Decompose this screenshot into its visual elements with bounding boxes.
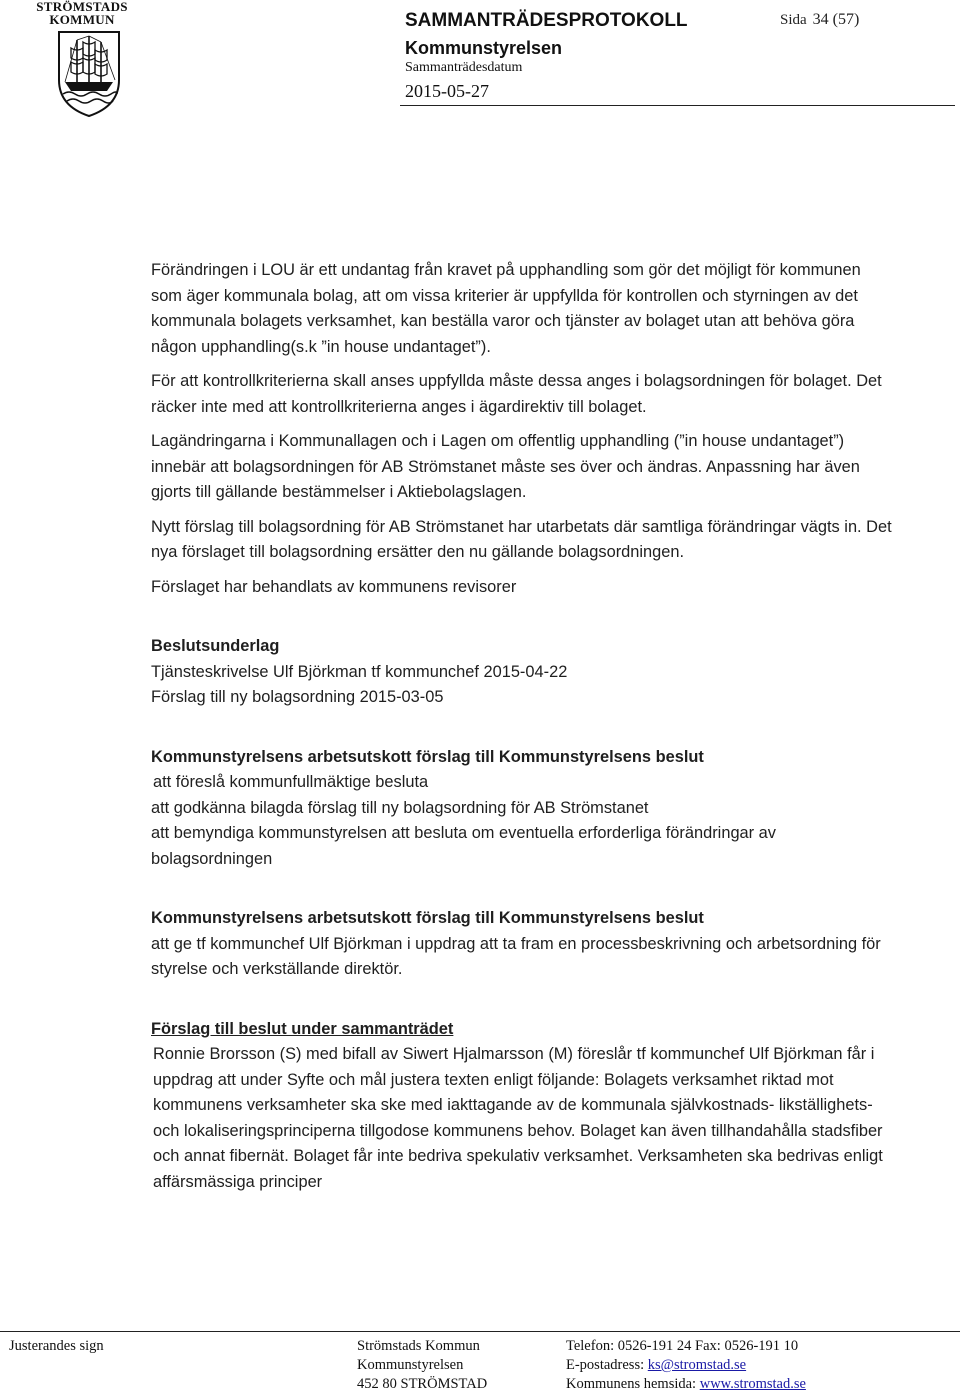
au-forslag-line: att godkänna bilagda förslag till ny bolagsordning för AB Strömstanet [151,798,649,817]
ship-crest-icon [55,28,123,123]
paragraph-nytt-forslag: Nytt förslag till bolagsordning för AB Strömstanet har utarbetats där samtliga förändringar vägts in. Det nya förslaget till bolagsordning ersätter den nu gällande bolagsordningen. [151,517,892,561]
beslutsunderlag-heading: Beslutsunderlag [151,637,280,655]
municipality-logo-text [12,0,152,26]
logo-line-1: STRÖMSTADS [36,0,128,14]
email-link[interactable]: ks@stromstad.se [647,1357,747,1373]
phone-fax: Telefon: 0526-191 24 Fax: 0526-191 10 [566,1338,799,1354]
beslutsunderlag-item: Tjänsteskrivelse Ulf Björkman tf kommunchef 2015-04-22 [151,662,568,681]
address-line: Kommunstyrelsen [357,1357,464,1373]
document-title: SAMMANTRÄDESPROTOKOLL [405,10,688,31]
justerandes-sign-label: Justerandes sign [9,1338,104,1354]
address-line: 452 80 STRÖMSTAD [357,1376,488,1392]
organ-name: Kommunstyrelsen [405,38,563,58]
footer-divider [0,1331,960,1332]
beslutsunderlag-item: Förslag till ny bolagsordning 2015-03-05 [151,688,444,706]
protocol-body [151,258,896,1195]
forslag-sammantradet-text: Ronnie Brorsson (S) med bifall av Siwert Hjalmarsson (M) föreslår tf kommunchef Ulf Björkman får i uppdrag att under Syfte och mål justera texten enligt följande: Bolagets verksamhet riktad mot kommunens verksamheter ska ske med iakttagande av de kommunala självkostnads- likställighets- och lokaliseringsprinciperna tillgodose kommunens behov. Bolaget kan även tillhandahålla stadsfiber och annat fibernät. Bolaget får inte bedriva spekulativ verksamhet. Verksamheten ska bedrivas enligt affärsmässiga principer [153,1045,883,1191]
meeting-date: 2015-05-27 [405,81,489,101]
address-line: Strömstads Kommun [357,1338,480,1354]
au-forslag-2-heading: Kommunstyrelsens arbetsutskott förslag till Kommunstyrelsens beslut [151,909,704,927]
website-row [566,1375,806,1394]
page-label: Sida [780,12,807,28]
paragraph-lou: Förändringen i LOU är ett undantag från kravet på upphandling som gör det möjligt för kommunen som äger kommunala bolag, att om vissa kriterier är uppfyllda för kontrollen och styrningen av det kommunala bolagets verksamhet, kan beställa varor och tjänster av bolaget utan att behöva göra någon upphandling(s.k ”in house undantaget”). [151,261,861,356]
page-indicator [780,10,859,30]
footer-contact [566,1337,806,1394]
au-forslag-heading: Kommunstyrelsens arbetsutskott förslag till Kommunstyrelsens beslut [151,747,704,766]
paragraph-kontrollkriterier: För att kontrollkriterierna skall anses uppfyllda måste dessa anges i bolagsordningen för bolaget. Det räcker inte med att kontrollkriterierna anges i ägardirektiv till bolaget. [151,372,882,416]
meeting-date-label: Sammanträdesdatum [405,60,523,75]
page-number: 34 [812,11,829,28]
email-row [566,1356,806,1375]
paragraph-revisorer: Förslaget har behandlats av kommunens revisorer [151,577,517,596]
website-label: Kommunens hemsida: [566,1376,700,1392]
au-forslag-2-text: att ge tf kommunchef Ulf Björkman i uppdrag att ta fram en processbeskrivning och arbetsordning för styrelse och verkställande direktör. [151,934,881,978]
logo-line-2: KOMMUN [49,12,115,27]
au-forslag-line: att bemyndiga kommunstyrelsen att besluta om eventuella erforderliga förändringar av bolagsordningen [151,824,776,868]
website-link[interactable]: www.stromstad.se [699,1376,806,1392]
footer-address [357,1337,487,1394]
page-total: (57) [832,11,860,28]
paragraph-lagandringar: Lagändringarna i Kommunallagen och i Lagen om offentlig upphandling (”in house undantaget”) innebär att bolagsordningen för AB Strömstanet måste ses över och ändras. Anpassning har även gjorts till gällande bestämmelser i Aktiebolagslagen. [151,432,860,501]
forslag-sammantradet-heading: Förslag till beslut under sammanträdet [151,1019,454,1038]
header-divider [400,105,955,106]
email-label: E-postadress: [566,1357,648,1373]
au-forslag-line: att föreslå kommunfullmäktige besluta [153,773,429,791]
